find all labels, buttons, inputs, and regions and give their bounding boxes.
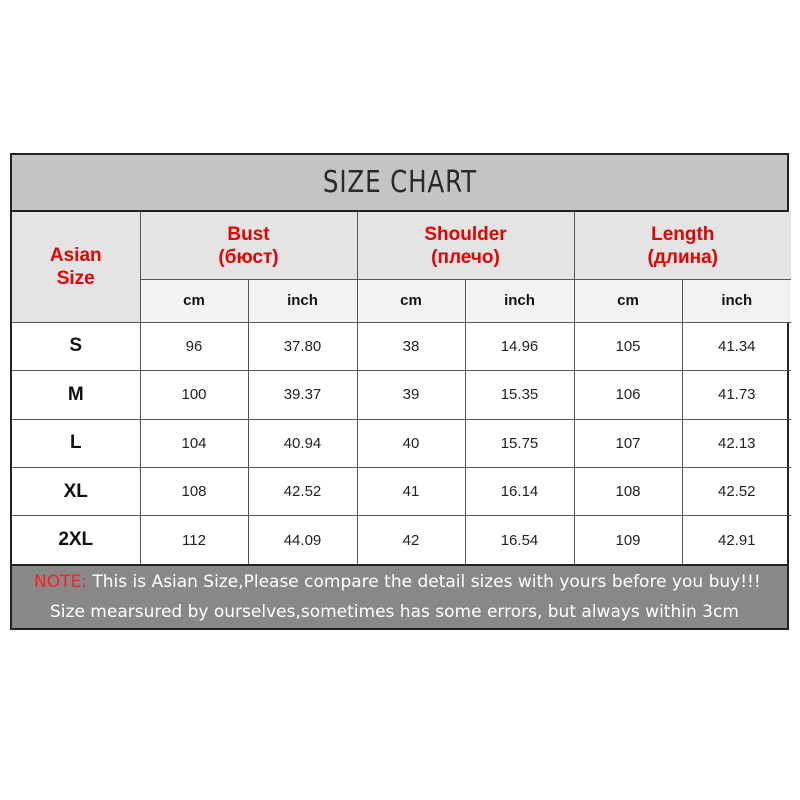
- size-label: S: [12, 322, 140, 370]
- size-table: [12, 212, 791, 564]
- length-header: [574, 212, 791, 280]
- note-bar: [12, 564, 787, 628]
- table-cell: 42.13: [682, 419, 791, 467]
- note-text: This is Asian Size,Please compare the detail sizes with yours before you buy!!!: [86, 572, 761, 592]
- table-cell: 38: [357, 322, 465, 370]
- shoulder-header: [357, 212, 574, 280]
- table-cell: 39: [357, 371, 465, 419]
- bust-header: [140, 212, 357, 280]
- table-cell: 44.09: [248, 516, 357, 564]
- table-cell: 108: [574, 467, 682, 515]
- table-cell: 16.14: [465, 467, 574, 515]
- note-label: NOTE:: [34, 572, 87, 592]
- table-row: [12, 516, 791, 564]
- size-chart: [10, 153, 789, 630]
- table-cell: 41.73: [682, 371, 791, 419]
- table-cell: 96: [140, 322, 248, 370]
- table-cell: 107: [574, 419, 682, 467]
- length-label-ru: (длина): [647, 246, 719, 268]
- table-row: [12, 322, 791, 370]
- length-label: Length: [651, 223, 715, 245]
- size-label: L: [12, 419, 140, 467]
- note-line-1: [34, 572, 761, 592]
- title-bar: [12, 155, 787, 212]
- shoulder-label-ru: (плечо): [431, 246, 500, 268]
- table-cell: 106: [574, 371, 682, 419]
- unit-header: inch: [465, 280, 574, 322]
- bust-label-ru: (бюст): [218, 246, 279, 268]
- table-cell: 42.52: [248, 467, 357, 515]
- header-row-groups: [12, 212, 791, 280]
- table-cell: 42.91: [682, 516, 791, 564]
- table-cell: 14.96: [465, 322, 574, 370]
- asian-size-line1: Asian: [49, 244, 102, 266]
- asian-size-header: [12, 212, 140, 322]
- table-row: [12, 371, 791, 419]
- table-cell: 109: [574, 516, 682, 564]
- table-cell: 105: [574, 322, 682, 370]
- table-row: [12, 467, 791, 515]
- shoulder-label: Shoulder: [424, 223, 507, 245]
- table-cell: 42: [357, 516, 465, 564]
- table-row: [12, 419, 791, 467]
- chart-title: SIZE CHART: [322, 165, 477, 200]
- table-cell: 15.35: [465, 371, 574, 419]
- table-cell: 112: [140, 516, 248, 564]
- table-cell: 100: [140, 371, 248, 419]
- table-cell: 16.54: [465, 516, 574, 564]
- unit-header: inch: [248, 280, 357, 322]
- table-cell: 15.75: [465, 419, 574, 467]
- note-line-2: Size mearsured by ourselves,sometimes has some errors, but always within 3cm: [50, 602, 739, 622]
- unit-header: inch: [682, 280, 791, 322]
- unit-header: cm: [574, 280, 682, 322]
- asian-size-line2: Size: [56, 267, 95, 289]
- size-label: M: [12, 371, 140, 419]
- size-label: XL: [12, 467, 140, 515]
- table-cell: 42.52: [682, 467, 791, 515]
- table-cell: 104: [140, 419, 248, 467]
- table-cell: 40: [357, 419, 465, 467]
- table-cell: 108: [140, 467, 248, 515]
- bust-label: Bust: [227, 223, 270, 245]
- table-cell: 41: [357, 467, 465, 515]
- table-cell: 37.80: [248, 322, 357, 370]
- unit-header: cm: [357, 280, 465, 322]
- table-cell: 41.34: [682, 322, 791, 370]
- size-label: 2XL: [12, 516, 140, 564]
- unit-header: cm: [140, 280, 248, 322]
- table-cell: 40.94: [248, 419, 357, 467]
- table-cell: 39.37: [248, 371, 357, 419]
